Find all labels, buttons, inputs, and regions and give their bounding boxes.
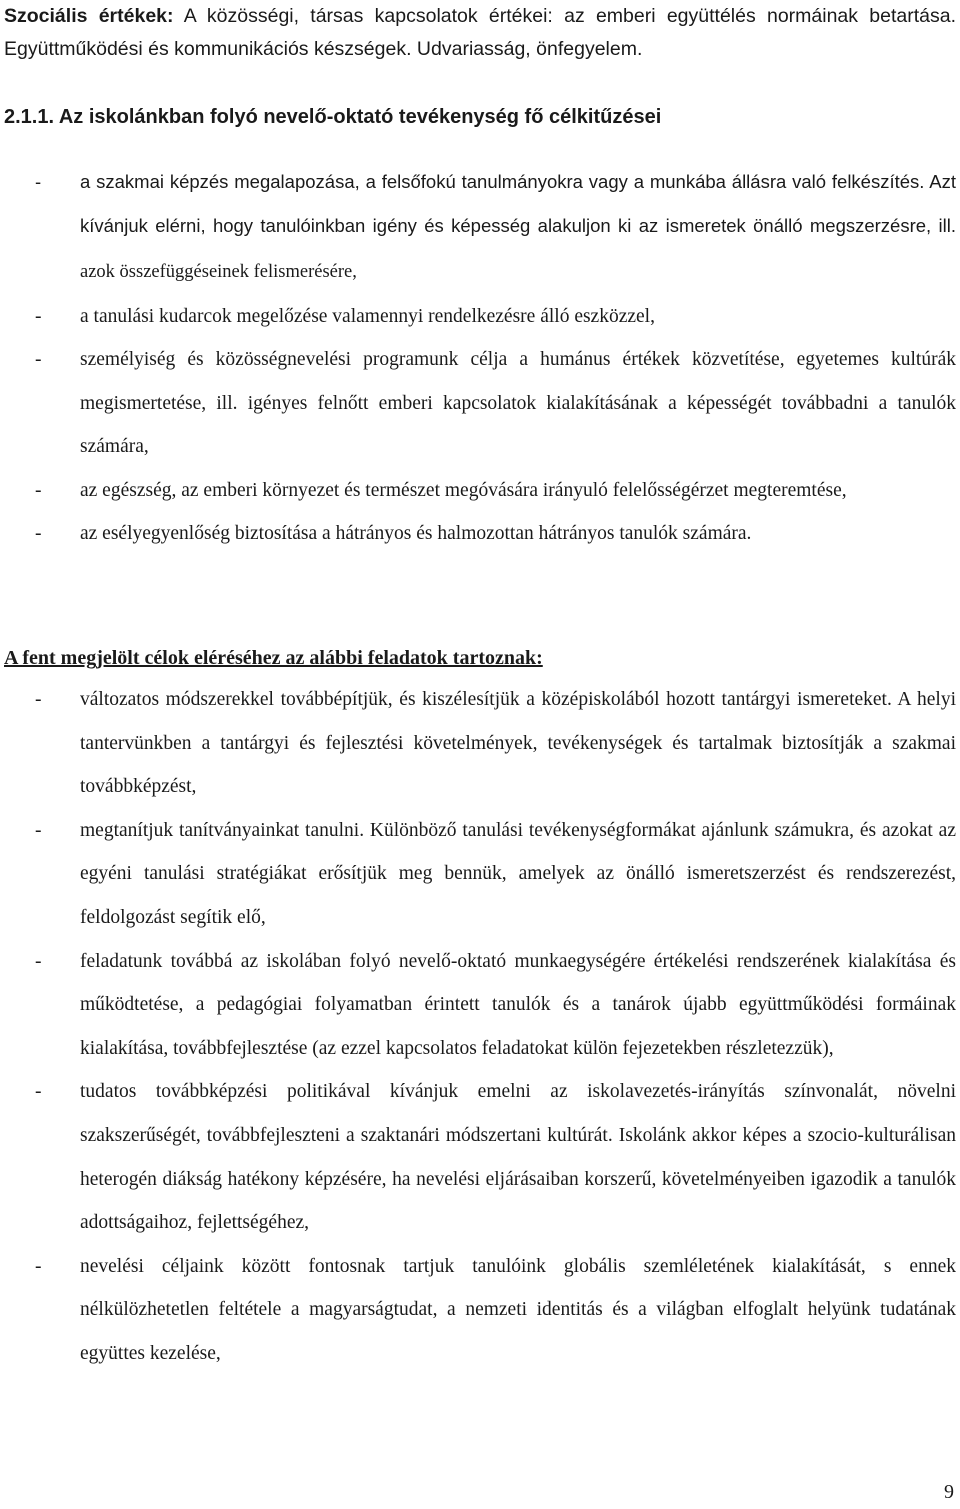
list-item-text: személyiség és közösségnevelési programunk célja a humánus értékek közvetítése, egyetemes kultúrák megismertetése, ill. igényes felnőtt emberi kapcsolatok kialakításának a képességét továbbadni a tanulók számára, bbox=[80, 349, 956, 457]
list-item-tail: azok összefüggéseinek felismerésére, bbox=[80, 262, 357, 282]
list-item-continuation: Azt kívánjuk elérni, hogy tanulóinkban igény és képesség alakuljon ki az ismeretek önálló megszerzésre, ill. bbox=[80, 171, 956, 236]
goals-list bbox=[4, 160, 956, 556]
tasks-list bbox=[4, 678, 956, 1376]
list-item-text: tudatos továbbképzési politikával kívánjuk emelni az iskolavezetés-irányítás színvonalát, növelni szakszerűségét, továbbfejleszteni a szaktanári módszertani kultúrát. Iskolánk akkor képes a szocio-kulturálisan heterogén diákság hatékony képzésére, ha nevelési eljárásaiban korszerű, követelményeiben igazodik a tanulók adottságaihoz, fejlettségéhez, bbox=[80, 1081, 956, 1234]
list-item bbox=[4, 678, 956, 809]
page-number: 9 bbox=[944, 1481, 954, 1503]
list-item-text: változatos módszerekkel továbbépítjük, és kiszélesítjük a középiskolából hozott tantárgyi ismereteket. A helyi tantervünkben a tantárgyi és fejlesztési követelmények, tevékenységek és tartalmak biztosítják a szakmai továbbképzést, bbox=[80, 689, 956, 798]
dash-bullet: - bbox=[35, 819, 42, 841]
list-item-text: nevelési céljaink között fontosnak tartjuk tanulóink globális szemléletének kialakítását, s ennek nélkülözhetetlen feltétele a magyarságtudat, a nemzeti identitás és a világban elfoglalt helyünk tudatának együttes kezelése, bbox=[80, 1255, 956, 1364]
dash-bullet: - bbox=[35, 349, 42, 370]
dash-bullet: - bbox=[35, 305, 42, 327]
list-item-text: a szakmai képzés megalapozása, a felsőfokú tanulmányokra vagy a munkába állásra való felkészítés. bbox=[80, 171, 925, 192]
intro-text: A közösségi, társas kapcsolatok értékei: az emberi együttélés normáinak betartása. Együttműködési és kommunikációs készségek. Udvariasság, önfegyelem. bbox=[4, 5, 956, 60]
dash-bullet: - bbox=[35, 523, 42, 544]
intro-paragraph bbox=[4, 0, 956, 66]
section-heading: 2.1.1. Az iskolánkban folyó nevelő-oktató tevékenység fő célkitűzései bbox=[4, 106, 662, 128]
tasks-heading: A fent megjelölt célok eléréséhez az alábbi feladatok tartoznak: bbox=[4, 647, 543, 669]
intro-label: Szociális értékek: bbox=[4, 5, 174, 27]
list-item bbox=[4, 1070, 956, 1244]
list-item bbox=[4, 469, 956, 513]
dash-bullet: - bbox=[35, 950, 42, 972]
list-item bbox=[4, 809, 956, 940]
list-item-text: a tanulási kudarcok megelőzése valamennyi rendelkezésre álló eszközzel, bbox=[80, 305, 655, 327]
list-item bbox=[4, 940, 956, 1071]
dash-bullet: - bbox=[35, 1081, 42, 1103]
list-item bbox=[4, 160, 956, 295]
dash-bullet: - bbox=[35, 479, 42, 501]
list-item bbox=[4, 512, 956, 556]
list-item-text: feladatunk továbbá az iskolában folyó nevelő-oktató munkaegységére értékelési rendszerének kialakítása és működtetése, a pedagógiai folyamatban érintett tanulók és a tanárok újabb együttműködési formáinak kialakítása, továbbfejlesztése (az ezzel kapcsolatos feladatokat külön fejezetekben részletezzük), bbox=[80, 950, 956, 1059]
dash-bullet: - bbox=[35, 171, 42, 192]
list-item bbox=[4, 295, 956, 339]
list-item-text: az egészség, az emberi környezet és természet megóvására irányuló felelősségérzet megteremtése, bbox=[80, 479, 847, 501]
list-item bbox=[4, 1245, 956, 1376]
dash-bullet: - bbox=[35, 1255, 42, 1277]
list-item-text: megtanítjuk tanítványainkat tanulni. Különböző tanulási tevékenységformákat ajánlunk számukra, és azokat az egyéni tanulási stratégiákat erősítjük meg bennük, amelyek az önálló ismeretszerzést és rendszerezést, feldolgozást segítik elő, bbox=[80, 819, 956, 928]
list-item bbox=[4, 338, 956, 469]
list-item-text: az esélyegyenlőség biztosítása a hátrányos és halmozottan hátrányos tanulók számára. bbox=[80, 523, 752, 544]
dash-bullet: - bbox=[35, 689, 42, 710]
